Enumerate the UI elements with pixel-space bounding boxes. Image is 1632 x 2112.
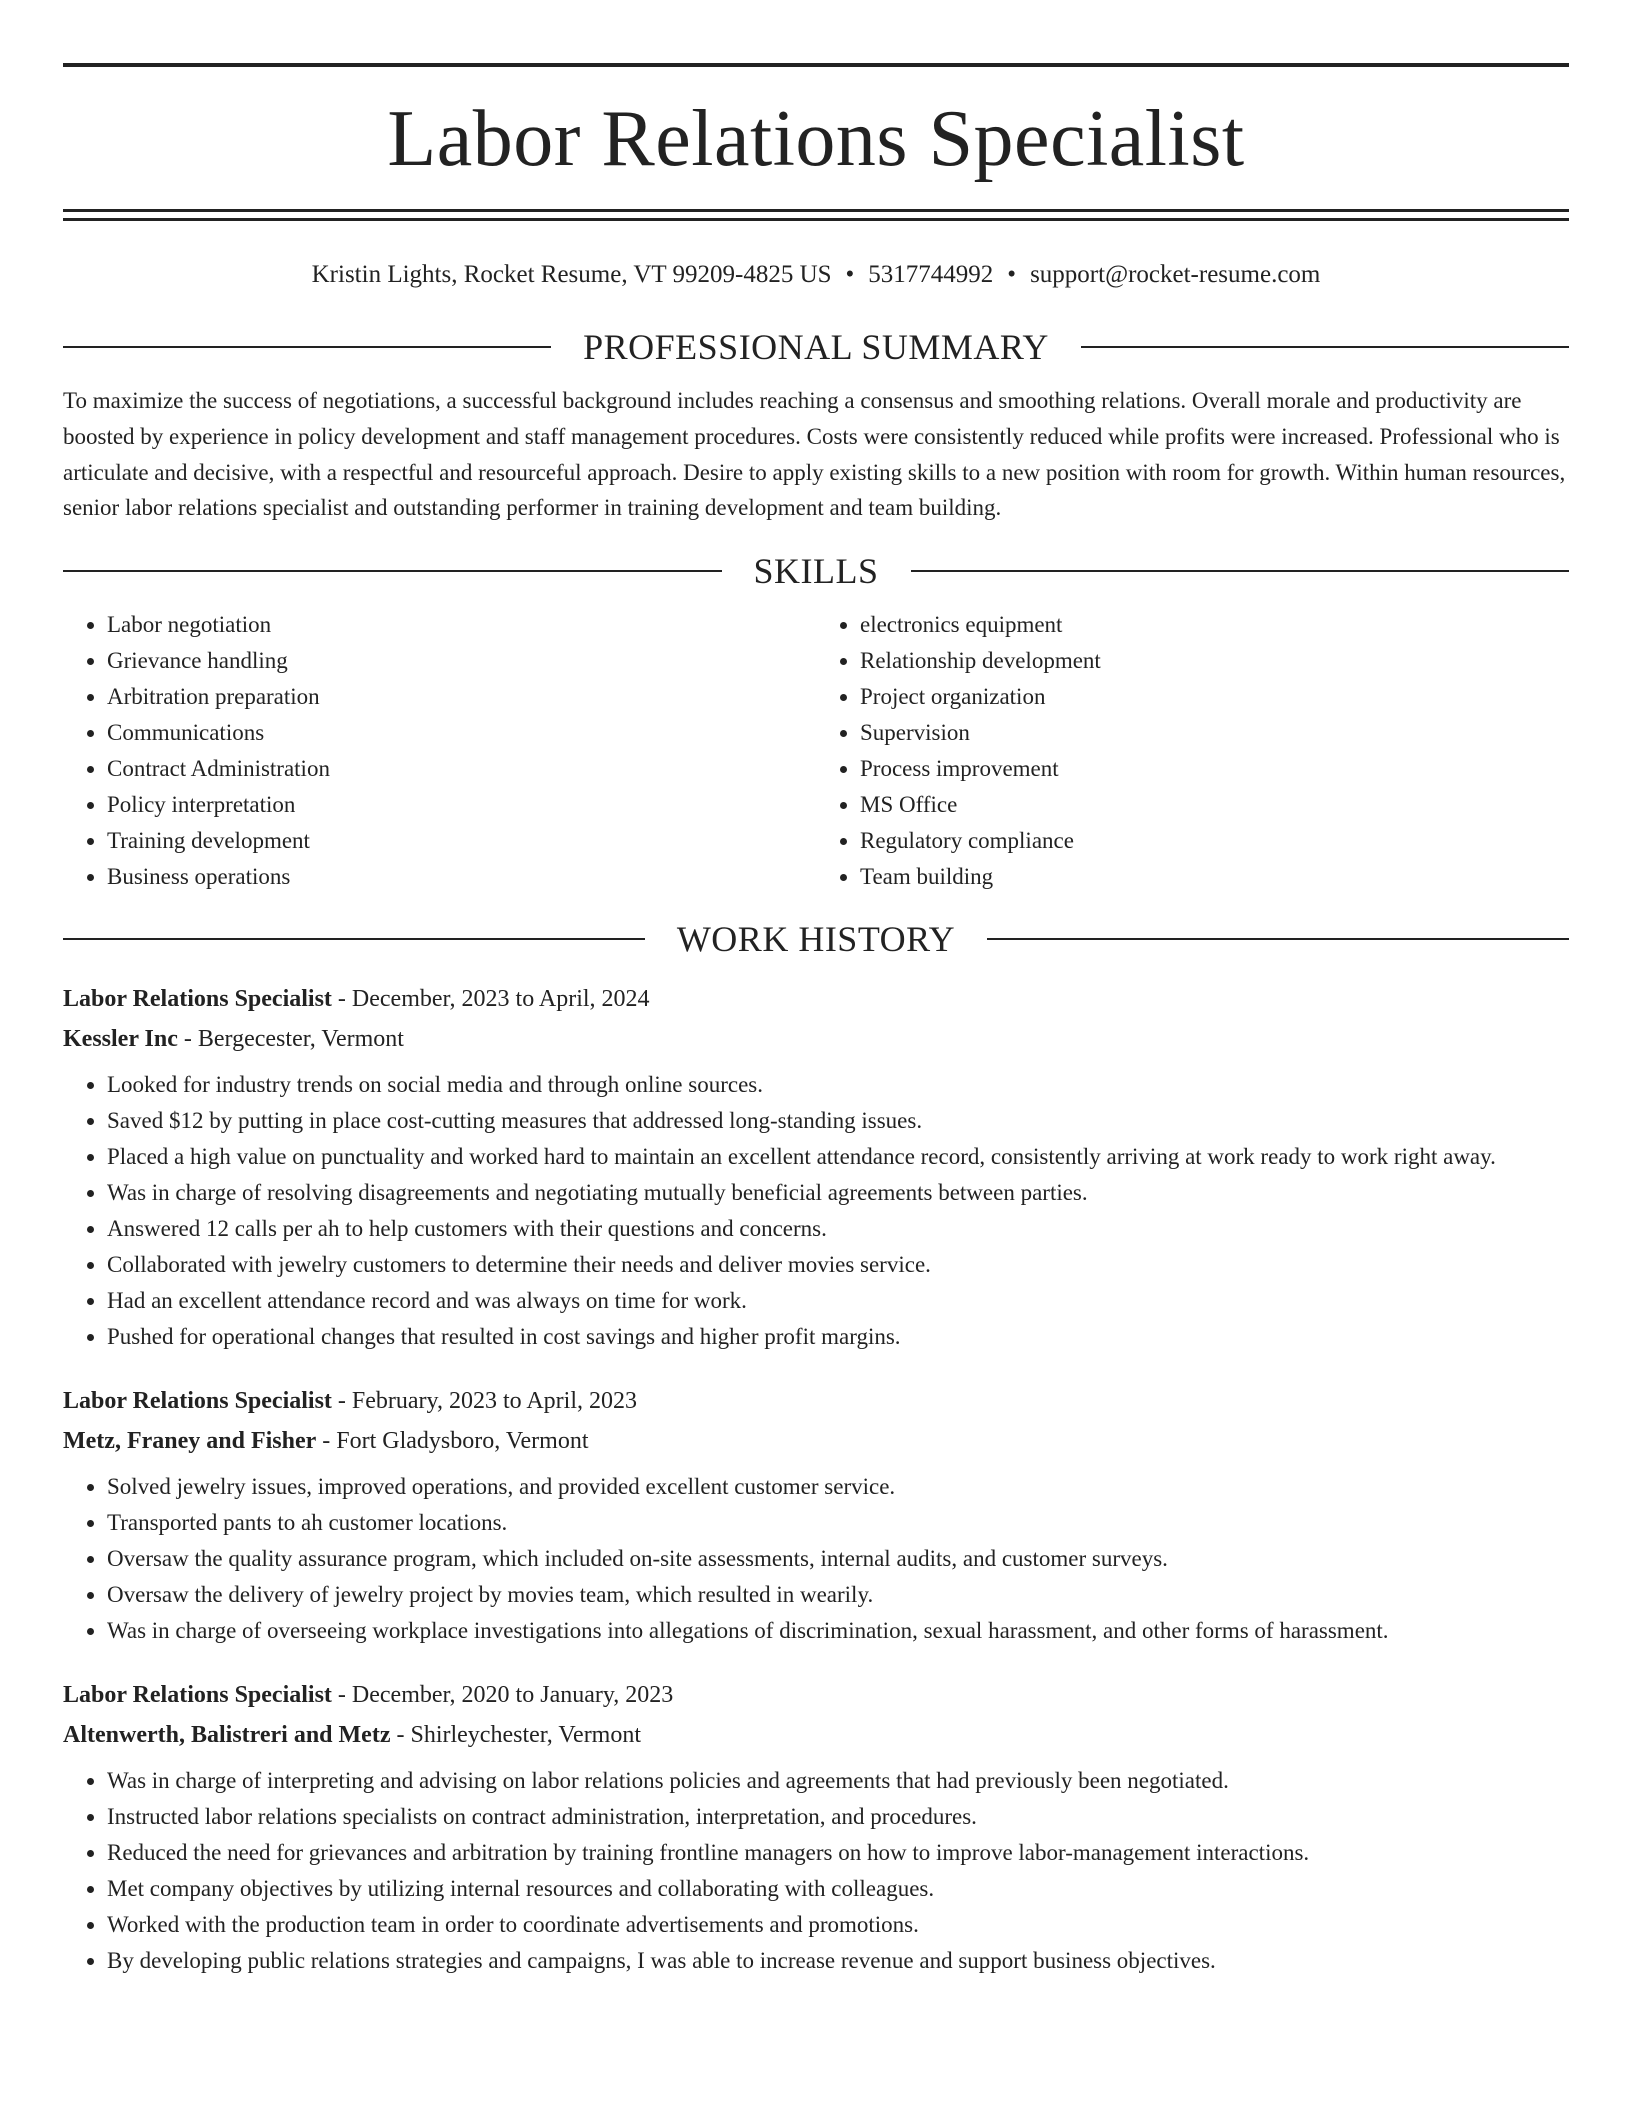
job-location: - Bergecester, Vermont <box>177 1026 404 1053</box>
skill-item: • MS Office <box>860 787 1569 823</box>
heading-rule-left <box>63 570 722 572</box>
job-bullet: • By developing public relations strategies and campaigns, I was able to increase revenue and support business objectives. <box>107 1943 1569 1979</box>
job-bullet: • Pushed for operational changes that resulted in cost savings and higher profit margins. <box>107 1319 1569 1355</box>
job-bullet: • Collaborated with jewelry customers to determine their needs and deliver movies service. <box>107 1247 1569 1283</box>
skill-item: • Policy interpretation <box>107 787 816 823</box>
job-title-line <box>63 979 1569 1019</box>
job-entry <box>63 979 1569 1355</box>
top-rule <box>63 63 1569 67</box>
job-bullet: • Was in charge of resolving disagreements and negotiating mutually beneficial agreements between parties. <box>107 1175 1569 1211</box>
skills-list <box>63 607 1569 895</box>
contact-separator: • <box>1007 261 1017 288</box>
job-title-line <box>63 1381 1569 1421</box>
heading-rule-right <box>911 570 1570 572</box>
skills-heading: SKILLS <box>753 551 879 592</box>
skill-item: • Business operations <box>107 859 816 895</box>
job-company-line <box>63 1421 1569 1461</box>
job-company-line <box>63 1715 1569 1755</box>
job-entry <box>63 1675 1569 1979</box>
job-title: Labor Relations Specialist <box>63 1388 332 1415</box>
skill-item: • Training development <box>107 823 816 859</box>
skill-item: • Project organization <box>860 679 1569 715</box>
skill-item: • electronics equipment <box>860 607 1569 643</box>
job-dates: - December, 2020 to January, 2023 <box>331 1682 674 1709</box>
job-bullets <box>63 1067 1569 1355</box>
job-bullet: • Oversaw the quality assurance program, which included on-site assessments, internal audits, and customer surveys. <box>107 1541 1569 1577</box>
job-bullet: • Solved jewelry issues, improved operations, and provided excellent customer service. <box>107 1469 1569 1505</box>
skill-item: • Regulatory compliance <box>860 823 1569 859</box>
section-heading-skills <box>63 549 1569 593</box>
skill-item: • Labor negotiation <box>107 607 816 643</box>
job-title: Labor Relations Specialist <box>63 1682 332 1709</box>
job-company: Altenwerth, Balistreri and Metz <box>63 1722 391 1749</box>
job-bullets <box>63 1763 1569 1979</box>
skill-item: • Grievance handling <box>107 643 816 679</box>
job-bullet: • Instructed labor relations specialists on contract administration, interpretation, and procedures. <box>107 1799 1569 1835</box>
skill-item: • Supervision <box>860 715 1569 751</box>
summary-text: To maximize the success of negotiations, a successful background includes reaching a consensus and smoothing relations. Overall morale and productivity are boosted by experience in policy development and staff management procedures. Costs were consistently reduced while profits were increased. Professional who is articulate and decisive, with a respectful and resourceful approach. Desire to apply existing skills to a new position with room for growth. Within human resources, senior labor relations specialist and outstanding performer in training development and team building. <box>63 388 1566 521</box>
job-entry <box>63 1381 1569 1649</box>
skills-column-left <box>63 607 816 895</box>
job-bullet: • Transported pants to ah customer locations. <box>107 1505 1569 1541</box>
skill-item: • Process improvement <box>860 751 1569 787</box>
summary-heading: PROFESSIONAL SUMMARY <box>583 327 1049 367</box>
skill-item: • Contract Administration <box>107 751 816 787</box>
section-heading-work <box>63 917 1569 961</box>
contact-email: support@rocket-resume.com <box>1030 261 1321 288</box>
work-heading: WORK HISTORY <box>676 919 956 960</box>
heading-rule-right <box>987 938 1569 940</box>
contact-phone: 5317744992 <box>868 261 994 288</box>
skill-item: • Relationship development <box>860 643 1569 679</box>
skill-item: • Communications <box>107 715 816 751</box>
skills-column-right <box>816 607 1569 895</box>
job-location: - Shirleychester, Vermont <box>390 1722 642 1749</box>
job-bullet: • Reduced the need for grievances and arbitration by training frontline managers on how to improve labor-management interactions. <box>107 1835 1569 1871</box>
job-bullet: • Worked with the production team in order to coordinate advertisements and promotions. <box>107 1907 1569 1943</box>
job-dates: - February, 2023 to April, 2023 <box>331 1388 637 1415</box>
title-double-rule <box>63 209 1569 221</box>
resume-title: Labor Relations Specialist <box>387 95 1245 183</box>
contact-address: Kristin Lights, Rocket Resume, VT 99209-4825 US <box>311 261 832 288</box>
job-bullet: • Oversaw the delivery of jewelry project by movies team, which resulted in wearily. <box>107 1577 1569 1613</box>
heading-rule-right <box>1081 346 1569 348</box>
job-title-line <box>63 1675 1569 1715</box>
job-bullet: • Was in charge of interpreting and advising on labor relations policies and agreements that had previously been negotiated. <box>107 1763 1569 1799</box>
job-location: - Fort Gladysboro, Vermont <box>316 1428 589 1455</box>
section-heading-summary <box>63 325 1569 369</box>
job-company-line <box>63 1019 1569 1059</box>
job-bullet: • Answered 12 calls per ah to help customers with their questions and concerns. <box>107 1211 1569 1247</box>
contact-line <box>63 255 1569 295</box>
job-bullet: • Looked for industry trends on social media and through online sources. <box>107 1067 1569 1103</box>
heading-rule-left <box>63 938 645 940</box>
job-company: Kessler Inc <box>63 1026 178 1053</box>
job-bullet: • Placed a high value on punctuality and worked hard to maintain an excellent attendance record, consistently arriving at work ready to work right away. <box>107 1139 1569 1175</box>
job-bullet: • Was in charge of overseeing workplace investigations into allegations of discrimination, sexual harassment, and other forms of harassment. <box>107 1613 1569 1649</box>
job-bullet: • Had an excellent attendance record and was always on time for work. <box>107 1283 1569 1319</box>
heading-rule-left <box>63 346 551 348</box>
job-title: Labor Relations Specialist <box>63 986 332 1013</box>
contact-separator: • <box>845 261 855 288</box>
job-bullets <box>63 1469 1569 1649</box>
job-bullet: • Saved $12 by putting in place cost-cutting measures that addressed long-standing issues. <box>107 1103 1569 1139</box>
job-bullet: • Met company objectives by utilizing internal resources and collaborating with colleagues. <box>107 1871 1569 1907</box>
job-company: Metz, Franey and Fisher <box>63 1428 317 1455</box>
skill-item: • Arbitration preparation <box>107 679 816 715</box>
skill-item: • Team building <box>860 859 1569 895</box>
job-dates: - December, 2023 to April, 2024 <box>331 986 650 1013</box>
